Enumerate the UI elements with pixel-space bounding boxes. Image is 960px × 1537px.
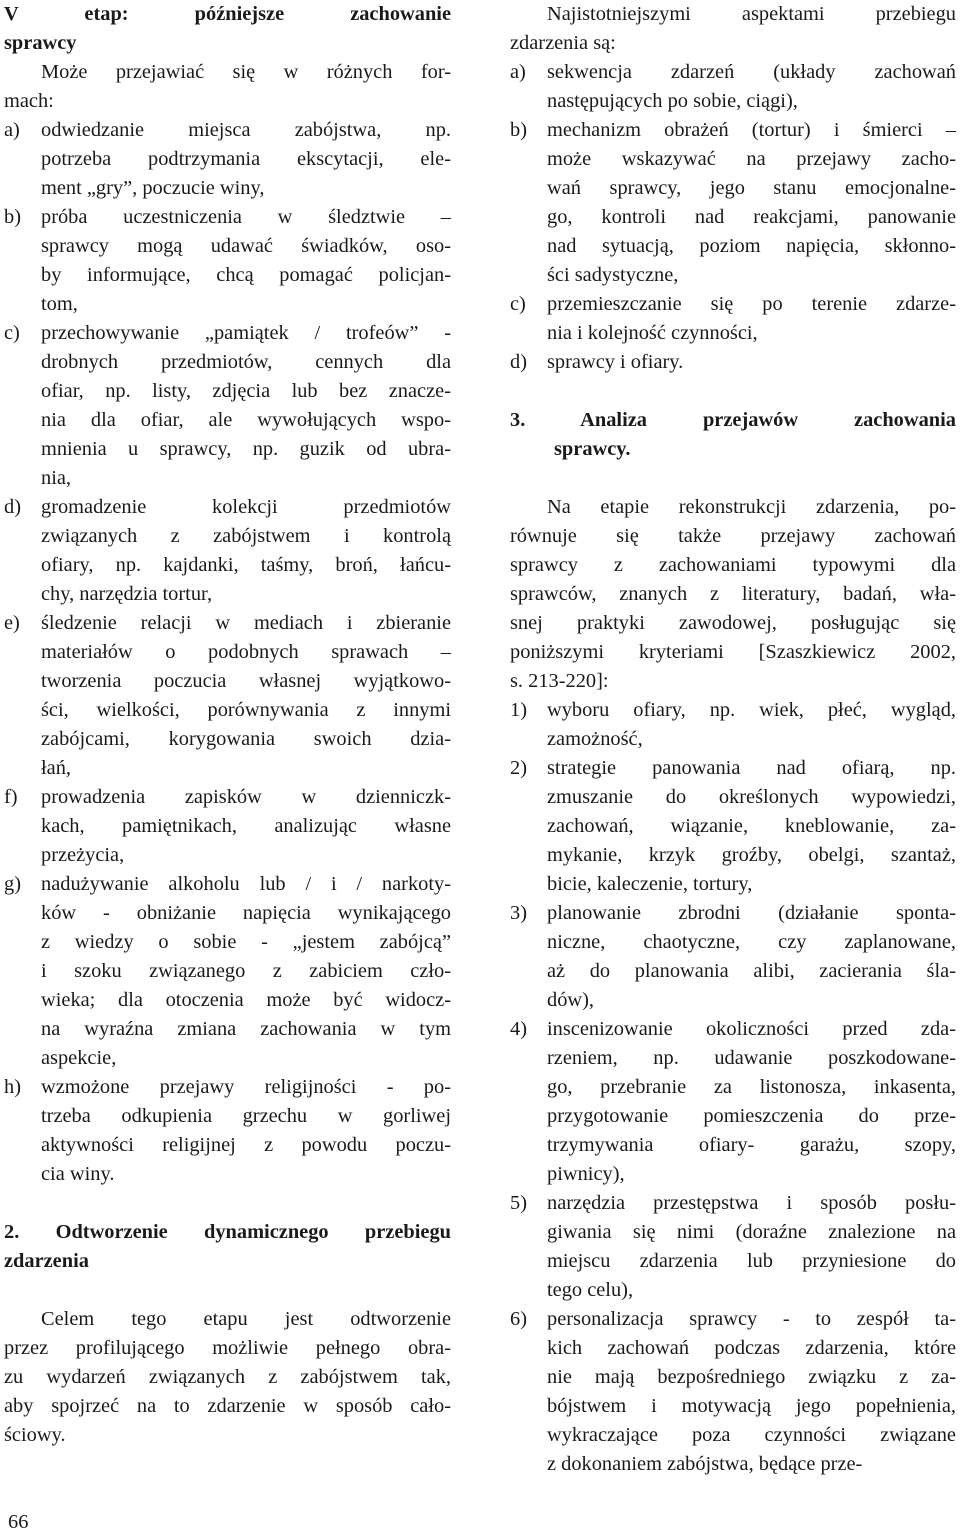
page-number: 66 [8,1511,29,1533]
list-item-line: wyboru ofiary, np. wiek, płeć, wygląd, [547,699,956,721]
list-item-line: przygotowanie pomieszczenia do prze- [547,1105,956,1127]
list-item-line: ment „gry”, poczucie winy, [41,177,265,199]
heading-line: 3. Analiza przejawów zachowania [510,409,956,431]
list-item [510,58,956,116]
list-item-line: wzmożone przejawy religijności - po- [41,1076,451,1098]
list-item-line: tego celu), [547,1279,634,1301]
list-item-line: może wskazywać na przejawy zacho- [547,148,956,170]
list-item-text [547,1189,956,1305]
list-item-line: zamożność, [547,728,643,750]
list-item-text [547,290,956,348]
list-item-line: nadużywanie alkoholu lub / i / narkoty- [41,873,451,895]
list-item-label: c) [510,293,526,315]
list-item-label: h) [4,1076,21,1098]
list-item-line: mykanie, krzyk groźby, obelgi, szantaż, [547,844,956,866]
list-item-line: aktywności religijnej z powodu poczu- [41,1134,451,1156]
list-item-line: łań, [41,757,72,779]
list-item-line: nia i kolejność czynności, [547,322,758,344]
heading-line: V etap: późniejsze zachowanie [4,3,451,25]
criteria-list [510,696,956,1479]
list-item-line: kach, pamiętnikach, analizując własne [41,815,451,837]
list-item-line: bicie, kaleczenie, tortury, [547,873,753,895]
list-item-line: wań sprawcy, jego stanu emocjonalne- [547,177,956,199]
list-item-line: związanych z zabójstwem i kontrolą [41,525,451,547]
heading-line: sprawcy [4,32,77,54]
list-item-line: próba uczestniczenia w śledztwie – [41,206,451,228]
heading-row [510,406,956,435]
list-item-line: strategie panowania nad ofiarą, np. [547,757,956,779]
list-item-label: f) [4,786,18,808]
list-item [4,493,451,609]
list-item [4,1073,451,1189]
list-item-line: aż do planowania alibi, zacierania śla- [547,960,956,982]
list-item-line: nia dla ofiar, ale wywołujących wspo- [41,409,451,431]
list-item [510,899,956,1015]
list-item-line: planowanie zbrodni (działanie sponta- [547,902,956,924]
list-item-line: miejscu zdarzenia lub przyniesione do [547,1250,956,1272]
paragraph-line: ściowy. [4,1424,66,1446]
list-item [510,1015,956,1189]
list-item-line: go, przebranie za listonosza, inkasenta, [547,1076,956,1098]
paragraph-line: przez profilującego możliwie pełnego obra- [4,1337,451,1359]
list-item [510,116,956,290]
spacer [4,1276,451,1305]
list-item-line: na wyraźna zmiana zachowania w tym [41,1018,451,1040]
paragraph-line: snej praktyki zawodowej, posługując się [510,612,956,634]
list-item-line: drobnych przedmiotów, cennych dla [41,351,451,373]
paragraph-line: Celem tego etapu jest odtworzenie [41,1308,451,1330]
list-item-line: trzeba odkupienia grzechu w gorliwej [41,1105,451,1127]
list-item-text [547,899,956,1015]
list-item-line: z wiedzy o sobie - „jestem zabójcą” [41,931,451,953]
list-item-label: a) [4,119,20,141]
list-item-line: i szoku związanego z zabiciem czło- [41,960,451,982]
section-heading-3 [510,406,956,464]
list-item-line: bójstwem i motywacją jego popełnienia, [547,1395,956,1417]
heading-line: zdarzenia [4,1250,89,1272]
list-item-line: ofiary, np. kajdanki, taśmy, broń, łańcu- [41,554,451,576]
paragraph-line: aby spojrzeć na to zdarzenie w sposób cało- [4,1395,451,1417]
heading-line: sprawcy. [554,438,631,460]
list-item-text [547,754,956,899]
list-item-line: mechanizm obrażeń (tortur) i śmierci – [547,119,956,141]
spacer [4,1189,451,1218]
list-item-line: zabójcami, korygowania swoich dzia- [41,728,451,750]
list-item-label: b) [510,119,527,141]
list-item-line: materiałów o podobnych sprawach – [41,641,451,663]
heading-line: 2. Odtworzenie dynamicznego przebiegu [4,1221,451,1243]
list-item-label: d) [510,351,527,373]
list-item [4,116,451,203]
paragraph-line: poniższymi kryteriami [Szaszkiewicz 2002, [510,641,956,663]
list-item-text [41,783,451,870]
list-item-line: następujących po sobie, ciągi), [547,90,798,112]
list-item-line: trzymywania ofiary- garażu, szopy, [547,1134,956,1156]
list-item-line: cia winy. [41,1163,115,1185]
list-item-text [547,1305,956,1479]
list-item [4,203,451,319]
list-item-label: 2) [510,757,527,779]
list-item-line: dów), [547,989,595,1011]
list-item-line: niczne, chaotyczne, czy zaplanowane, [547,931,956,953]
list-item-line: kich zachowań podczas zdarzenia, które [547,1337,956,1359]
list-item-line: nia, [41,467,72,489]
paragraph-line: mach: [4,90,54,112]
list-item-line: zachowań, wiązanie, kneblowanie, za- [547,815,956,837]
list-item-label: 6) [510,1308,527,1330]
intro-paragraph [4,58,451,116]
list-item-line: inscenizowanie okoliczności przed zda- [547,1018,956,1040]
list-item-text [41,1073,451,1189]
list-item [510,1189,956,1305]
list-item-line: potrzeba podtrzymania ekscytacji, ele- [41,148,451,170]
list-item-line: przeżycia, [41,844,125,866]
list-item-line: personalizacja sprawcy - to zespół ta- [547,1308,956,1330]
list-item-label: a) [510,61,526,83]
list-item [510,754,956,899]
list-item-text [547,116,956,290]
list-item-line: chy, narzędzia tortur, [41,583,213,605]
list-item-line: piwnicy), [547,1163,625,1185]
spacer [510,377,956,406]
list-item-label: d) [4,496,21,518]
list-item-line: sprawcy mogą udawać świadków, oso- [41,235,451,257]
list-item-line: aspekcie, [41,1047,117,1069]
list-item-line: tworzenia poczucia własnej wyjątkowo- [41,670,451,692]
list-item-line: mnienia u sprawcy, np. guzik od ubra- [41,438,451,460]
list-item-line: sekwencja zdarzeń (układy zachowań [547,61,956,83]
paragraph-line: zu wydarzeń związanych z zabójstwem tak, [4,1366,451,1388]
section-heading-v-etap [4,0,451,58]
list-item-line: tom, [41,293,78,315]
list-item-text [41,609,451,783]
list-item-label: e) [4,612,20,634]
list-item-text [41,493,451,609]
list-item-line: nie mają bezpośredniego związku z za- [547,1366,956,1388]
list-item-text [41,870,451,1073]
aspects-list [510,58,956,377]
list-item-label: 5) [510,1192,527,1214]
list-item-label: c) [4,322,20,344]
list-item-label: 3) [510,902,527,924]
list-item-label: g) [4,873,21,895]
list-item [4,609,451,783]
list-item [4,870,451,1073]
list-item-line: by informujące, chcą pomagać policjan- [41,264,451,286]
paragraph-line: Najistotniejszymi aspektami przebiegu [547,3,956,25]
list-item [510,290,956,348]
section-2-paragraph [4,1305,451,1450]
list-item-line: ków - obniżanie napięcia wynikającego [41,902,451,924]
list-item-label: 4) [510,1018,527,1040]
paragraph-line: zdarzenia są: [510,32,616,54]
section-3-paragraph [510,493,956,696]
paragraph-line: s. 213-220]: [510,670,609,692]
paragraph-line: równuje się także przejawy zachowań [510,525,956,547]
list-item-line: go, kontroli nad reakcjami, panowanie [547,206,956,228]
list-item-line: sprawcy i ofiary. [547,351,684,373]
aspects-intro [510,0,956,58]
list-item-line: narzędzia przestępstwa i sposób posłu- [547,1192,956,1214]
list-item-line: z dokonaniem zabójstwa, będące prze- [547,1453,863,1475]
list-item-label: 1) [510,699,527,721]
list-item-line: giwania się nimi (doraźne znalezione na [547,1221,956,1243]
section-heading-2 [4,1218,451,1276]
paragraph-line: sprawców, znanych z literatury, badań, wła- [510,583,956,605]
spacer [510,464,956,493]
behavior-list [4,116,451,1189]
list-item-line: ści sadystyczne, [547,264,679,286]
list-item-text [41,116,451,203]
list-item-label: b) [4,206,21,228]
list-item-text [547,1015,956,1189]
list-item-line: wieka; dla otoczenia może być widocz- [41,989,451,1011]
list-item-line: nad sytuacją, poziom napięcia, skłonno- [547,235,956,257]
list-item-line: wykraczające poza czynności związane [547,1424,956,1446]
list-item-text [547,58,956,116]
left-column [4,0,451,1450]
list-item-line: śledzenie relacji w mediach i zbieranie [41,612,451,634]
list-item-line: przechowywanie „pamiątek / trofeów” - [41,322,451,344]
list-item [510,348,956,377]
list-item [510,696,956,754]
list-item-line: rzeniem, np. udawanie poszkodowane- [547,1047,956,1069]
list-item [510,1305,956,1479]
paragraph-line: sprawcy z zachowaniami typowymi dla [510,554,956,576]
list-item-line: zmuszanie do określonych wypowiedzi, [547,786,956,808]
paragraph-line: Może przejawiać się w różnych for- [41,61,451,83]
list-item-line: ści, wielkości, porównywania z innymi [41,699,451,721]
list-item-text [547,348,956,377]
list-item [4,319,451,493]
list-item-line: gromadzenie kolekcji przedmiotów [41,496,451,518]
list-item-line: odwiedzanie miejsca zabójstwa, np. [41,119,451,141]
right-column [510,0,956,1479]
list-item-text [547,696,956,754]
list-item-line: ofiar, np. listy, zdjęcia lub bez znacze- [41,380,451,402]
list-item-text [41,319,451,493]
list-item-text [41,203,451,319]
paragraph-line: Na etapie rekonstrukcji zdarzenia, po- [547,496,956,518]
list-item-line: prowadzenia zapisków w dzienniczk- [41,786,451,808]
list-item [4,783,451,870]
list-item-line: przemieszczanie się po terenie zdarze- [547,293,956,315]
